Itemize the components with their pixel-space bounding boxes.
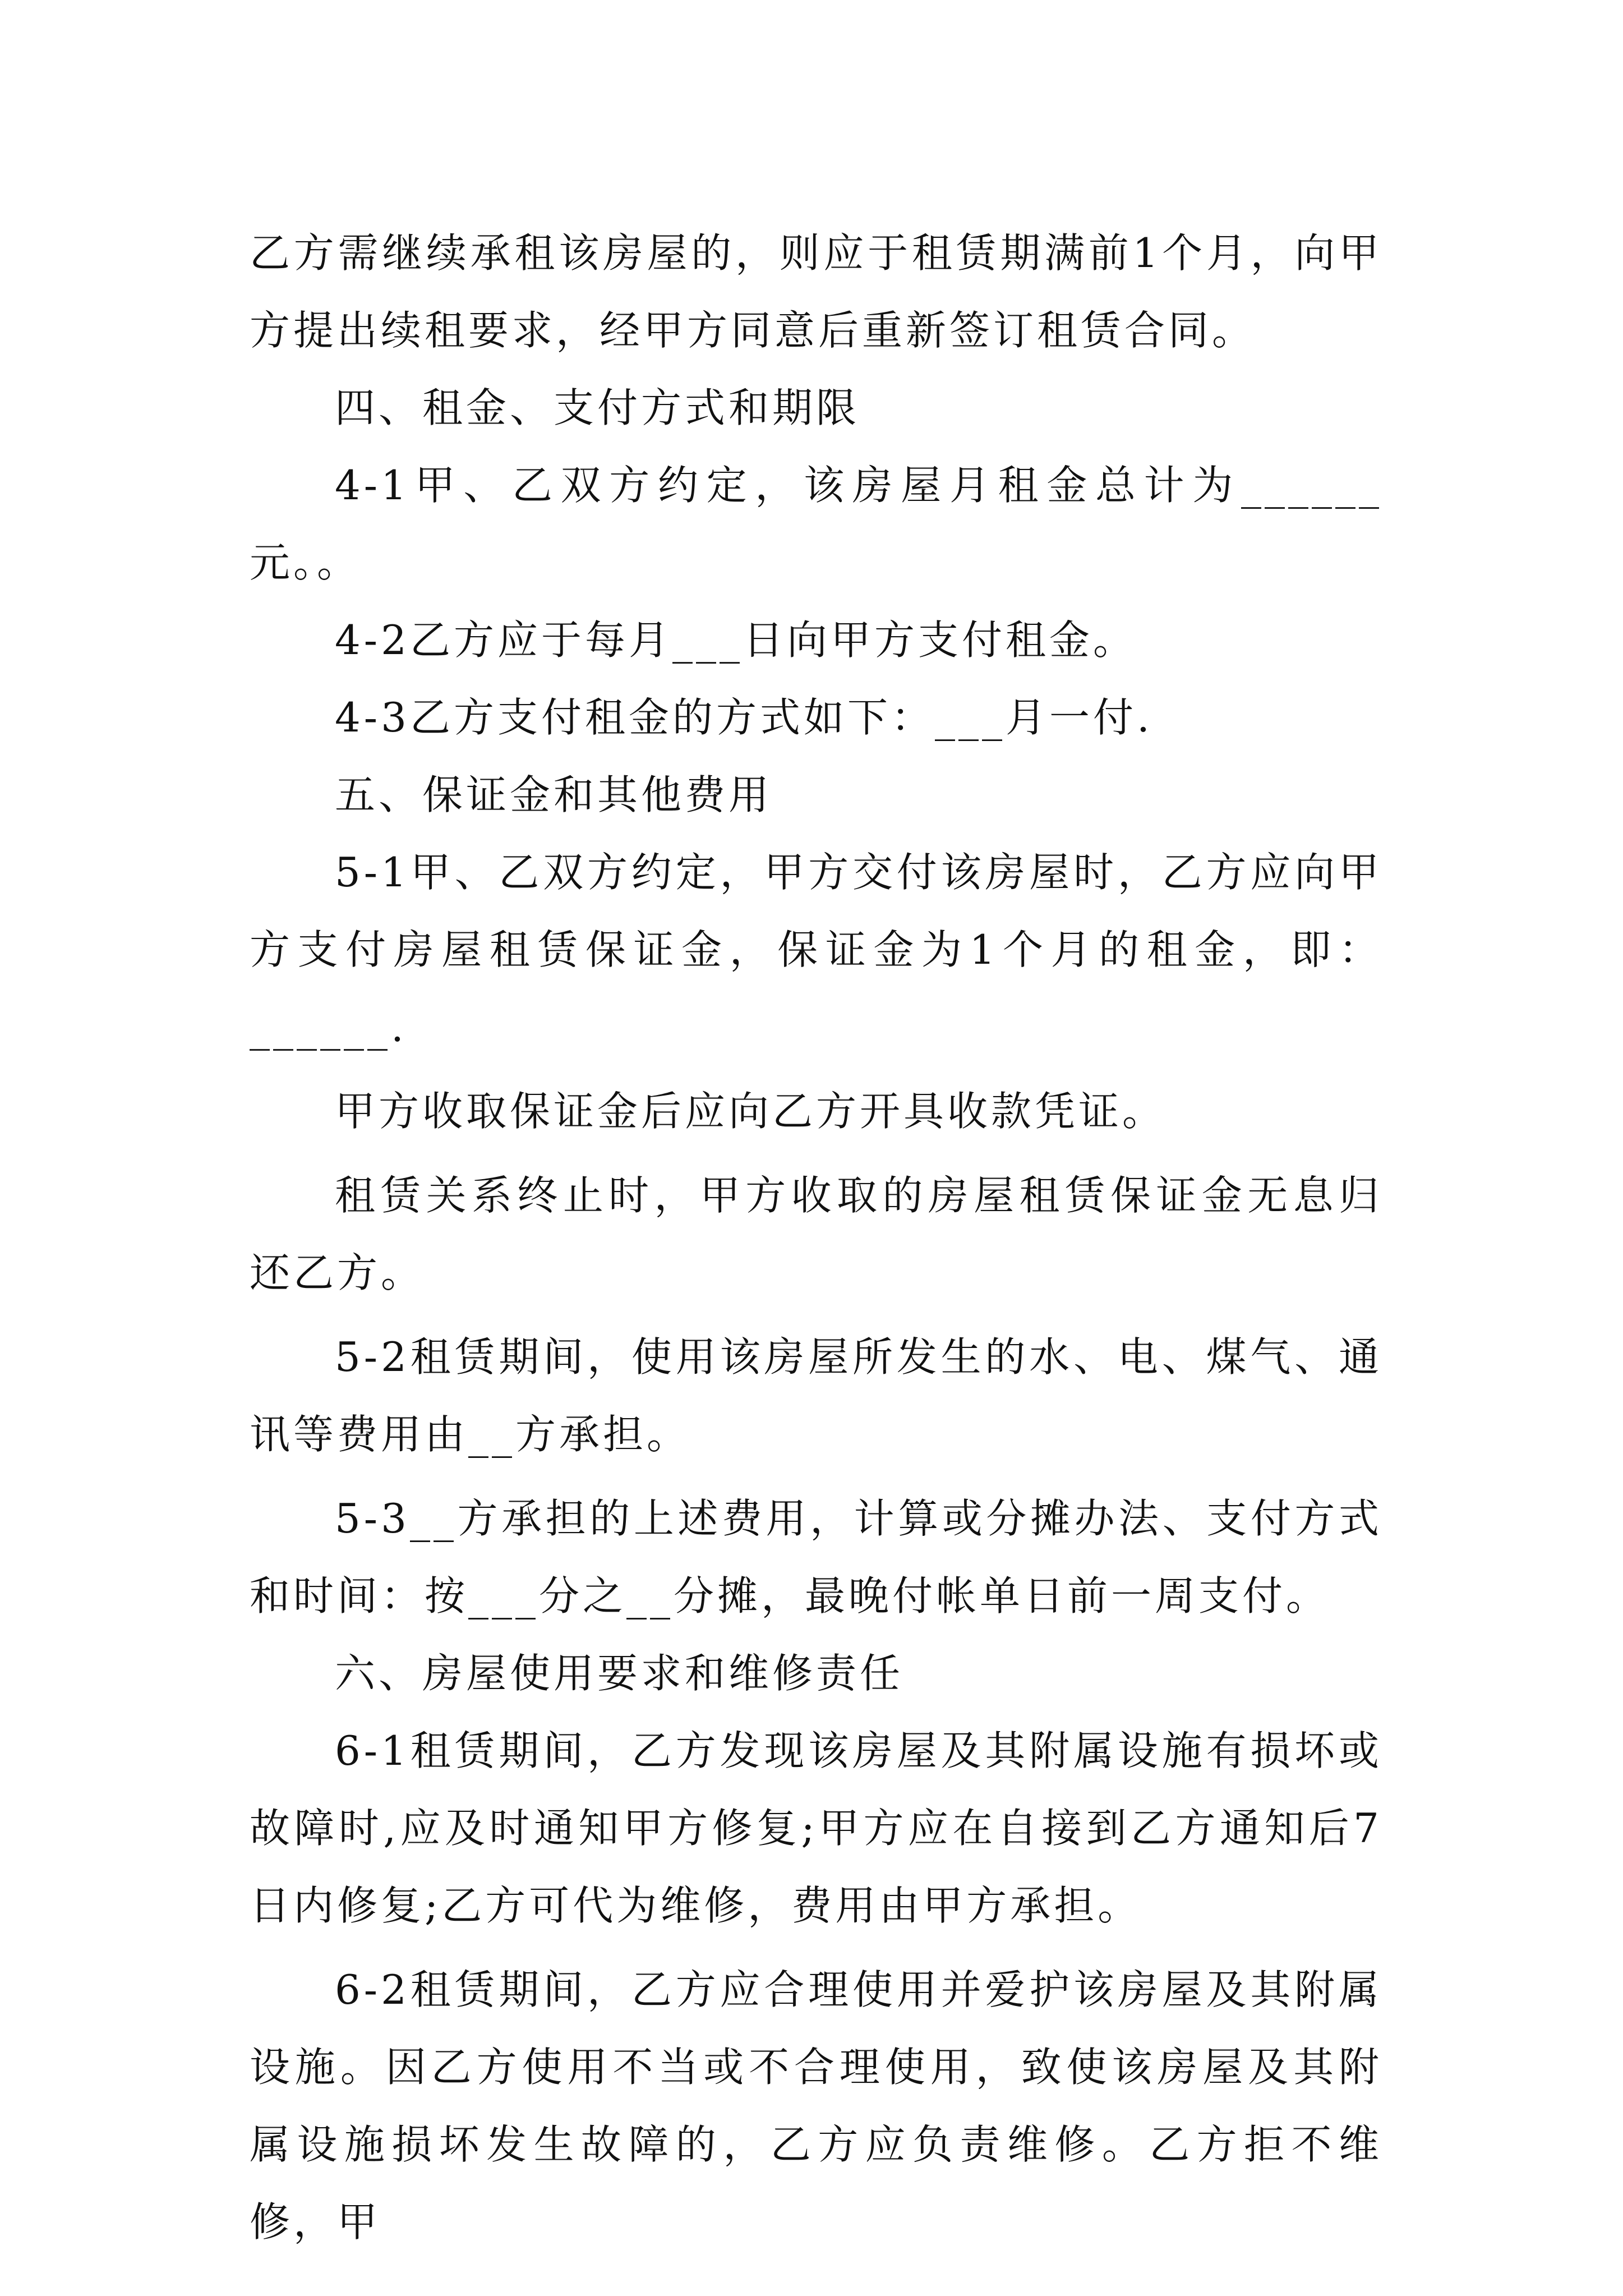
clause-5-2: 5-2租赁期间，使用该房屋所发生的水、电、煤气、通讯等费用由__方承担。 xyxy=(250,1333,1382,1458)
heading-use-maintenance: 六、房屋使用要求和维修责任 xyxy=(335,1650,904,1697)
clause-6-1: 6-1租赁期间，乙方发现该房屋及其附属设施有损坏或故障时,应及时通知甲方修复;甲方应在自接到乙方通知后7日内修复;乙方可代为维修，费用由甲方承担。 xyxy=(250,1727,1382,1929)
heading-deposit-fees: 五、保证金和其他费用 xyxy=(335,771,773,818)
clause-4-2: 4-2乙方应于每月___日向甲方支付租金。 xyxy=(335,616,1137,664)
clause-4-3: 4-3乙方支付租金的方式如下：___月一付. xyxy=(335,694,1153,741)
clause-6-2: 6-2租赁期间，乙方应合理使用并爱护该房屋及其附属设施。因乙方使用不当或不合理使用，致使该房屋及其附属设施损坏发生故障的，乙方应负责维修。乙方拒不维修，甲 xyxy=(250,1966,1382,2246)
paragraph-renewal: 乙方需继续承租该房屋的，则应于租赁期满前1个月，向甲方提出续租要求，经甲方同意后重新签订租赁合同。 xyxy=(250,229,1382,354)
document-body xyxy=(250,214,1382,2261)
clause-4-1: 4-1甲、乙双方约定，该房屋月租金总计为______元。。 xyxy=(250,462,1382,586)
heading-rent-payment: 四、租金、支付方式和期限 xyxy=(335,384,860,431)
paragraph-deposit-receipt: 甲方收取保证金后应向乙方开具收款凭证。 xyxy=(335,1088,1166,1135)
clause-5-1: 5-1甲、乙双方约定，甲方交付该房屋时，乙方应向甲方支付房屋租赁保证金，保证金为1个月的租金，即：______. xyxy=(250,849,1382,1051)
paragraph-deposit-return: 租赁关系终止时，甲方收取的房屋租赁保证金无息归还乙方。 xyxy=(250,1172,1382,1296)
clause-5-3: 5-3__方承担的上述费用，计算或分摊办法、支付方式和时间：按___分之__分摊，最晚付帐单日前一周支付。 xyxy=(250,1495,1382,1619)
